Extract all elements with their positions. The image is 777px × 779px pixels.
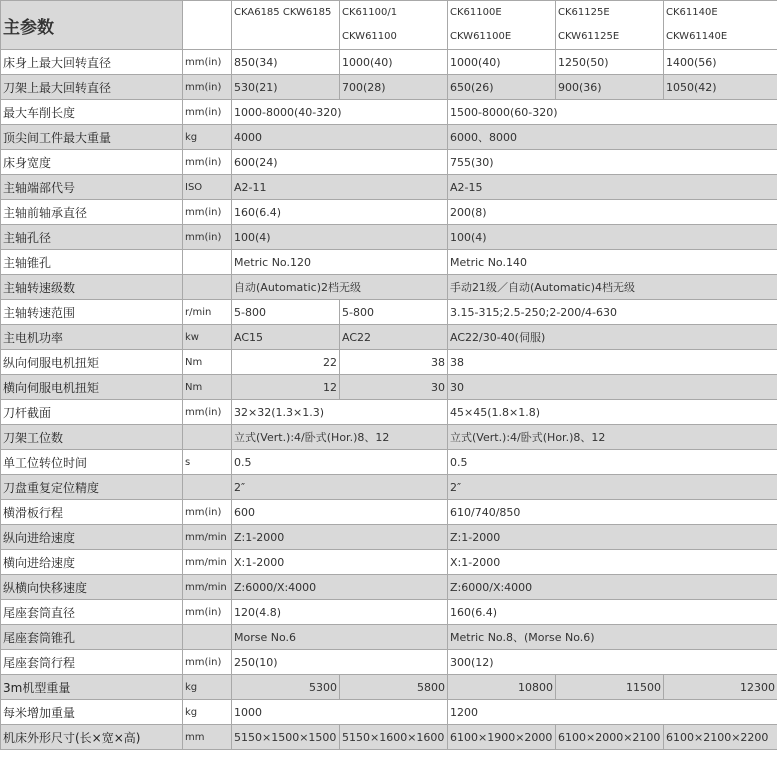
table-row bbox=[1, 100, 777, 125]
value-cell: 38 bbox=[448, 350, 777, 375]
value-cell: 1050(42) bbox=[664, 75, 777, 100]
table-row bbox=[1, 525, 777, 550]
table-row bbox=[1, 575, 777, 600]
value-cell: 300(12) bbox=[448, 650, 777, 675]
param-unit: mm(in) bbox=[183, 650, 232, 675]
value-cell: 6100×2000×2100 bbox=[556, 725, 664, 750]
value-cell: 0.5 bbox=[448, 450, 777, 475]
param-label: 主轴转速级数 bbox=[1, 275, 183, 300]
model-header-ck61125e bbox=[556, 1, 664, 50]
value-cell: 650(26) bbox=[448, 75, 556, 100]
model-name: CKW61100E bbox=[450, 31, 512, 42]
param-unit: s bbox=[183, 450, 232, 475]
table-row bbox=[1, 200, 777, 225]
value-cell: 600(24) bbox=[232, 150, 448, 175]
value-cell: Morse No.6 bbox=[232, 625, 448, 650]
value-cell: 45×45(1.8×1.8) bbox=[448, 400, 777, 425]
value-cell: 100(4) bbox=[232, 225, 448, 250]
value-cell: 5300 bbox=[232, 675, 340, 700]
param-label: 纵向伺服电机扭矩 bbox=[1, 350, 183, 375]
value-cell: 1000 bbox=[232, 700, 448, 725]
value-cell: 0.5 bbox=[232, 450, 448, 475]
table-row bbox=[1, 150, 777, 175]
param-unit: r/min bbox=[183, 300, 232, 325]
param-unit: mm(in) bbox=[183, 150, 232, 175]
param-unit: mm/min bbox=[183, 575, 232, 600]
param-unit: ISO bbox=[183, 175, 232, 200]
table-row bbox=[1, 125, 777, 150]
table-row bbox=[1, 375, 777, 400]
value-cell: 1000-8000(40-320) bbox=[232, 100, 448, 125]
value-cell: 850(34) bbox=[232, 50, 340, 75]
param-unit bbox=[183, 475, 232, 500]
table-row bbox=[1, 450, 777, 475]
header-row bbox=[1, 1, 777, 50]
value-cell: 2″ bbox=[232, 475, 448, 500]
param-unit: kw bbox=[183, 325, 232, 350]
model-name: CKW61140E bbox=[666, 31, 728, 42]
table-row bbox=[1, 650, 777, 675]
table-row bbox=[1, 500, 777, 525]
value-cell: 10800 bbox=[448, 675, 556, 700]
model-header-ck61140e bbox=[664, 1, 777, 50]
param-unit: mm(in) bbox=[183, 200, 232, 225]
value-cell: 700(28) bbox=[340, 75, 448, 100]
table-row bbox=[1, 275, 777, 300]
value-cell: 900(36) bbox=[556, 75, 664, 100]
table-row bbox=[1, 700, 777, 725]
param-unit: mm(in) bbox=[183, 600, 232, 625]
value-cell: 11500 bbox=[556, 675, 664, 700]
value-cell: 3.15-315;2.5-250;2-200/4-630 bbox=[448, 300, 777, 325]
param-unit: Nm bbox=[183, 375, 232, 400]
value-cell: X:1-2000 bbox=[448, 550, 777, 575]
model-name: CK61100/1 bbox=[342, 7, 398, 18]
param-label: 尾座套筒行程 bbox=[1, 650, 183, 675]
value-cell: 1250(50) bbox=[556, 50, 664, 75]
value-cell: 立式(Vert.):4/卧式(Hor.)8、12 bbox=[448, 425, 777, 450]
value-cell: 30 bbox=[448, 375, 777, 400]
value-cell: Metric No.8、(Morse No.6) bbox=[448, 625, 777, 650]
value-cell: Z:6000/X:4000 bbox=[232, 575, 448, 600]
param-label: 3m机型重量 bbox=[1, 675, 183, 700]
table-row bbox=[1, 250, 777, 275]
value-cell: 5150×1500×1500 bbox=[232, 725, 340, 750]
table-title: 主参数 bbox=[1, 1, 183, 50]
param-label: 主轴前轴承直径 bbox=[1, 200, 183, 225]
value-cell: AC22/30-40(伺服) bbox=[448, 325, 777, 350]
param-unit: mm(in) bbox=[183, 100, 232, 125]
param-label: 刀杆截面 bbox=[1, 400, 183, 425]
param-label: 床身上最大回转直径 bbox=[1, 50, 183, 75]
param-unit: kg bbox=[183, 700, 232, 725]
param-label: 主电机功率 bbox=[1, 325, 183, 350]
table-row bbox=[1, 75, 777, 100]
value-cell: 120(4.8) bbox=[232, 600, 448, 625]
value-cell: 1500-8000(60-320) bbox=[448, 100, 777, 125]
param-unit: mm(in) bbox=[183, 500, 232, 525]
model-header-ck61100e bbox=[448, 1, 556, 50]
param-unit bbox=[183, 250, 232, 275]
param-unit: Nm bbox=[183, 350, 232, 375]
param-label: 主轴转速范围 bbox=[1, 300, 183, 325]
param-unit: mm/min bbox=[183, 525, 232, 550]
param-unit: mm(in) bbox=[183, 400, 232, 425]
model-name: CKA6185 CKW6185 bbox=[234, 7, 332, 18]
param-label: 主轴端部代号 bbox=[1, 175, 183, 200]
param-unit: kg bbox=[183, 675, 232, 700]
param-unit: mm(in) bbox=[183, 75, 232, 100]
value-cell: 200(8) bbox=[448, 200, 777, 225]
value-cell: 12 bbox=[232, 375, 340, 400]
table-row bbox=[1, 425, 777, 450]
value-cell: 160(6.4) bbox=[232, 200, 448, 225]
value-cell: 32×32(1.3×1.3) bbox=[232, 400, 448, 425]
value-cell: Z:1-2000 bbox=[448, 525, 777, 550]
table-row bbox=[1, 400, 777, 425]
value-cell: 手动21级／自动(Automatic)4档无级 bbox=[448, 275, 777, 300]
param-label: 床身宽度 bbox=[1, 150, 183, 175]
value-cell: A2-15 bbox=[448, 175, 777, 200]
table-row bbox=[1, 475, 777, 500]
value-cell: AC22 bbox=[340, 325, 448, 350]
value-cell: 160(6.4) bbox=[448, 600, 777, 625]
param-unit: mm/min bbox=[183, 550, 232, 575]
param-label: 刀盘重复定位精度 bbox=[1, 475, 183, 500]
table-row bbox=[1, 50, 777, 75]
param-label: 每米增加重量 bbox=[1, 700, 183, 725]
param-label: 纵横向快移速度 bbox=[1, 575, 183, 600]
table-row bbox=[1, 550, 777, 575]
param-unit: kg bbox=[183, 125, 232, 150]
table-row bbox=[1, 325, 777, 350]
value-cell: A2-11 bbox=[232, 175, 448, 200]
value-cell: Metric No.140 bbox=[448, 250, 777, 275]
table-row bbox=[1, 600, 777, 625]
value-cell: 30 bbox=[340, 375, 448, 400]
value-cell: 100(4) bbox=[448, 225, 777, 250]
param-unit bbox=[183, 425, 232, 450]
value-cell: Z:6000/X:4000 bbox=[448, 575, 777, 600]
param-unit: mm(in) bbox=[183, 50, 232, 75]
value-cell: 38 bbox=[340, 350, 448, 375]
value-cell: 600 bbox=[232, 500, 448, 525]
value-cell: 1400(56) bbox=[664, 50, 777, 75]
param-label: 最大车削长度 bbox=[1, 100, 183, 125]
value-cell: 1000(40) bbox=[340, 50, 448, 75]
param-label: 横滑板行程 bbox=[1, 500, 183, 525]
value-cell: 6100×2100×2200 bbox=[664, 725, 777, 750]
value-cell: Metric No.120 bbox=[232, 250, 448, 275]
value-cell: 755(30) bbox=[448, 150, 777, 175]
param-label: 横向进给速度 bbox=[1, 550, 183, 575]
value-cell: 立式(Vert.):4/卧式(Hor.)8、12 bbox=[232, 425, 448, 450]
value-cell: 5800 bbox=[340, 675, 448, 700]
table-row bbox=[1, 675, 777, 700]
value-cell: AC15 bbox=[232, 325, 340, 350]
value-cell: 自动(Automatic)2档无级 bbox=[232, 275, 448, 300]
value-cell: 250(10) bbox=[232, 650, 448, 675]
value-cell: 1200 bbox=[448, 700, 777, 725]
param-label: 刀架工位数 bbox=[1, 425, 183, 450]
table-row bbox=[1, 300, 777, 325]
value-cell: 5-800 bbox=[232, 300, 340, 325]
model-header-cka6185 bbox=[232, 1, 340, 50]
unit-header-cell bbox=[183, 1, 232, 50]
model-name: CK61125E bbox=[558, 7, 610, 18]
value-cell: 530(21) bbox=[232, 75, 340, 100]
param-label: 刀架上最大回转直径 bbox=[1, 75, 183, 100]
model-name: CK61100E bbox=[450, 7, 502, 18]
value-cell: 2″ bbox=[448, 475, 777, 500]
param-label: 主轴锥孔 bbox=[1, 250, 183, 275]
param-unit bbox=[183, 625, 232, 650]
param-label: 横向伺服电机扭矩 bbox=[1, 375, 183, 400]
param-label: 主轴孔径 bbox=[1, 225, 183, 250]
table-row bbox=[1, 725, 777, 750]
param-label: 单工位转位时间 bbox=[1, 450, 183, 475]
param-unit: mm(in) bbox=[183, 225, 232, 250]
model-header-ck61100-1 bbox=[340, 1, 448, 50]
value-cell: 4000 bbox=[232, 125, 448, 150]
value-cell: 6100×1900×2000 bbox=[448, 725, 556, 750]
value-cell: 12300 bbox=[664, 675, 777, 700]
param-label: 尾座套筒直径 bbox=[1, 600, 183, 625]
param-label: 纵向进给速度 bbox=[1, 525, 183, 550]
value-cell: 610/740/850 bbox=[448, 500, 777, 525]
param-label: 尾座套筒锥孔 bbox=[1, 625, 183, 650]
model-name: CKW61125E bbox=[558, 31, 620, 42]
table-row bbox=[1, 175, 777, 200]
value-cell: 1000(40) bbox=[448, 50, 556, 75]
param-unit bbox=[183, 275, 232, 300]
table-row bbox=[1, 625, 777, 650]
param-label: 机床外形尺寸(长×宽×高) bbox=[1, 725, 183, 750]
model-name: CKW61100 bbox=[342, 31, 397, 42]
table-row bbox=[1, 350, 777, 375]
value-cell: X:1-2000 bbox=[232, 550, 448, 575]
value-cell: 6000、8000 bbox=[448, 125, 777, 150]
model-name: CK61140E bbox=[666, 7, 718, 18]
value-cell: Z:1-2000 bbox=[232, 525, 448, 550]
value-cell: 5-800 bbox=[340, 300, 448, 325]
value-cell: 22 bbox=[232, 350, 340, 375]
table-row bbox=[1, 225, 777, 250]
param-unit: mm bbox=[183, 725, 232, 750]
value-cell: 5150×1600×1600 bbox=[340, 725, 448, 750]
param-label: 顶尖间工件最大重量 bbox=[1, 125, 183, 150]
